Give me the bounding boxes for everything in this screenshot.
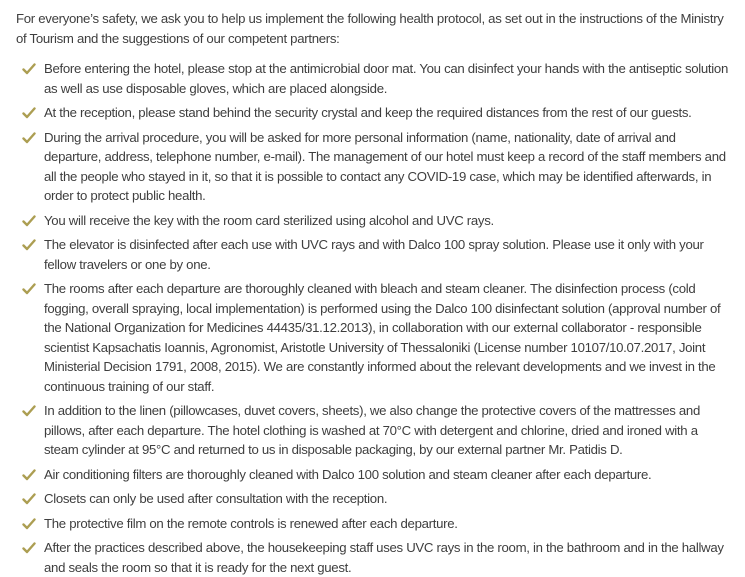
- list-item: [22, 59, 731, 98]
- list-item: [22, 538, 731, 577]
- check-icon: [22, 215, 36, 227]
- check-icon: [22, 63, 36, 75]
- protocol-item-text: The elevator is disinfected after each use with UVC rays and with Dalco 100 spray solution. Please use it only with your fellow travelers or one by one.: [44, 237, 704, 272]
- intro-paragraph: For everyone’s safety, we ask you to help us implement the following health protocol, as set out in the instructions of the Ministry of Tourism and the suggestions of our competent partners:: [16, 11, 724, 46]
- protocol-item-text: Air conditioning filters are thoroughly cleaned with Dalco 100 solution and steam cleaner after each departure.: [44, 466, 652, 482]
- list-item: [22, 401, 731, 460]
- list-item: [22, 211, 731, 231]
- protocol-item-text: Before entering the hotel, please stop at the antimicrobial door mat. You can disinfect your hands with the antiseptic solution as well as use disposable gloves, which are placed alongside.: [44, 61, 728, 96]
- check-icon: [22, 107, 36, 119]
- list-item: [22, 465, 731, 485]
- check-icon: [22, 493, 36, 505]
- check-icon: [22, 132, 36, 144]
- list-item: [22, 103, 731, 123]
- protocol-item-text: The rooms after each departure are thoroughly cleaned with bleach and steam cleaner. The disinfection process (cold fogging, overall spraying, local implementation) is performed using the Dalco 100 disinfectant solution (approval number of the National Organization for Medicines 44435/31.12.2013), in collaboration with our external collaborator - responsible scientist Kapsachatis Ioannis, Agronomist, Aristotle University of Thessaloniki (License number 10107/10.07.2017, Joint Ministerial Decision 1791, 2008, 2015). We are constantly informed about the relevant developments and we invest in the continuous training of our staff.: [44, 281, 721, 394]
- protocol-item-text: In addition to the linen (pillowcases, duvet covers, sheets), we also change the protective covers of the mattresses and pillows, after each departure. The hotel clothing is washed at 70°C with detergent and chlorine, dried and ironed with a steam cylinder at 95°C and returned to us in disposable packaging, by our external partner Mr. Patidis D.: [44, 403, 700, 457]
- check-icon: [22, 283, 36, 295]
- check-icon: [22, 518, 36, 530]
- protocol-item-text: At the reception, please stand behind the security crystal and keep the required distances from the rest of our guests.: [44, 105, 692, 120]
- protocol-list: [16, 59, 731, 577]
- protocol-item-text: The protective film on the remote controls is renewed after each departure.: [44, 515, 458, 531]
- check-icon: [22, 542, 36, 554]
- list-item: [22, 489, 731, 509]
- check-icon: [22, 239, 36, 251]
- protocol-item-text: You will receive the key with the room card sterilized using alcohol and UVC rays.: [44, 212, 494, 228]
- protocol-item-text: During the arrival procedure, you will be asked for more personal information (name, nationality, date of arrival and departure, address, telephone number, e-mail). The management of our hotel must keep a record of the staff members and all the people who stayed in it, so that it is possible to contact any COVID-19 case, which may be identified afterwards, in order to protect public health.: [44, 129, 726, 203]
- check-icon: [22, 469, 36, 481]
- list-item: [22, 128, 731, 206]
- list-item: [22, 514, 731, 534]
- protocol-item-text: After the practices described above, the housekeeping staff uses UVC rays in the room, in the bathroom and in the hallway and seals the room so that it is ready for the next guest.: [44, 540, 724, 575]
- list-item: [22, 279, 731, 396]
- check-icon: [22, 405, 36, 417]
- list-item: [22, 235, 731, 274]
- protocol-item-text: Closets can only be used after consultation with the reception.: [44, 491, 388, 506]
